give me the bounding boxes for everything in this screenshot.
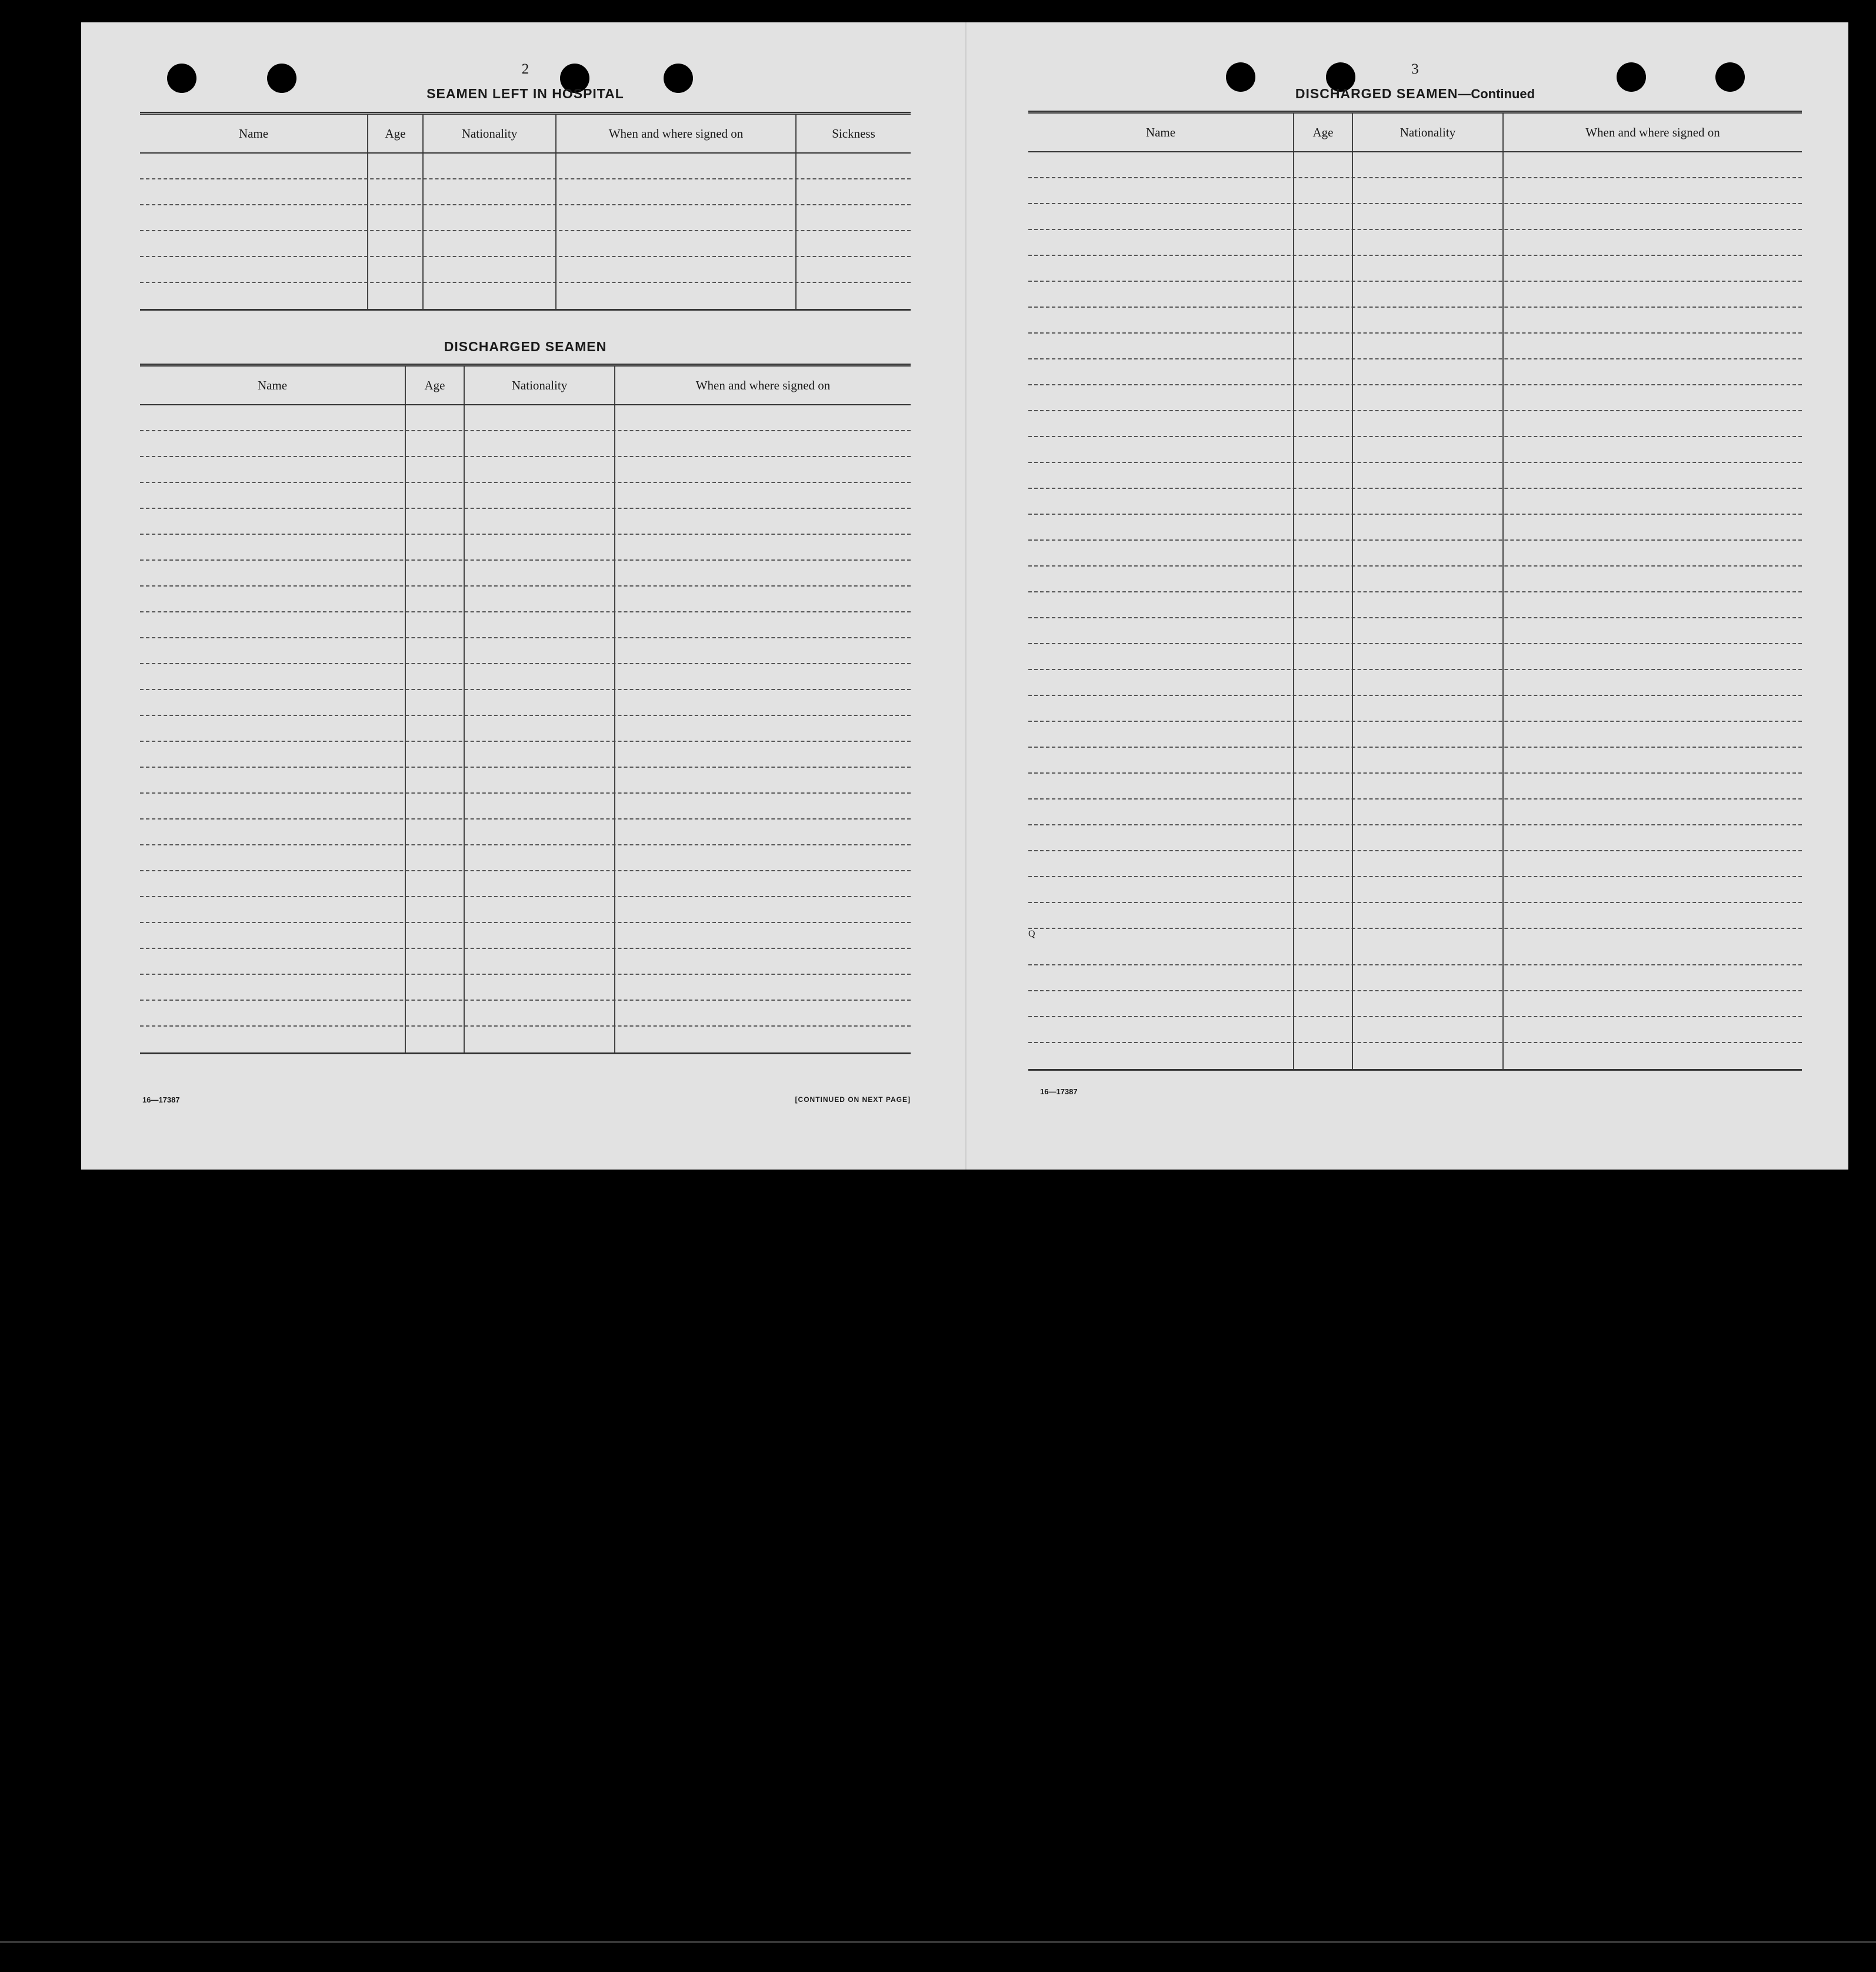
table-row[interactable]: [140, 716, 911, 742]
continued-note: [CONTINUED ON NEXT PAGE]: [795, 1095, 911, 1104]
table-row[interactable]: [140, 431, 911, 457]
table-row[interactable]: [140, 690, 911, 716]
discharged-continued-table: [1028, 111, 1802, 1071]
table-row[interactable]: [140, 845, 911, 871]
table-row[interactable]: [140, 509, 911, 535]
section-title-suffix: —Continued: [1458, 86, 1535, 101]
table-row[interactable]: [1028, 722, 1802, 748]
hospital-table-body: [140, 154, 911, 309]
table-row[interactable]: [1028, 204, 1802, 230]
scan-edge-line: [0, 1941, 1876, 1943]
section-title-text: DISCHARGED SEAMEN: [1295, 86, 1458, 101]
table-row[interactable]: [140, 794, 911, 820]
table-row[interactable]: [140, 231, 911, 257]
table-row[interactable]: [140, 638, 911, 664]
table-row[interactable]: [140, 205, 911, 231]
column-header-name: Name: [140, 367, 406, 404]
table-row[interactable]: [1028, 541, 1802, 567]
table-row[interactable]: [140, 871, 911, 897]
discharged-table-header: [140, 367, 911, 405]
table-row[interactable]: [1028, 991, 1802, 1017]
table-row[interactable]: [140, 664, 911, 690]
table-row[interactable]: [1028, 618, 1802, 644]
table-row[interactable]: [1028, 592, 1802, 618]
table-row[interactable]: [1028, 385, 1802, 411]
page-number: 3: [1411, 61, 1419, 77]
table-row[interactable]: [1028, 359, 1802, 385]
discharged-table-body: [140, 405, 911, 1052]
page-number: 2: [521, 61, 529, 77]
table-row[interactable]: [140, 897, 911, 923]
table-row[interactable]: [1028, 308, 1802, 334]
column-header-age: Age: [406, 367, 465, 404]
column-header-nationality: Nationality: [424, 115, 557, 152]
table-row[interactable]: [1028, 877, 1802, 903]
table-row[interactable]: [1028, 256, 1802, 282]
table-row[interactable]: [140, 949, 911, 975]
column-header-nationality: Nationality: [1353, 114, 1504, 151]
table-row[interactable]: [1028, 437, 1802, 463]
table-row[interactable]: [140, 283, 911, 309]
table-row[interactable]: [1028, 230, 1802, 256]
table-row[interactable]: [1028, 1017, 1802, 1043]
column-header-signed-on: When and where signed on: [1585, 125, 1720, 139]
column-header-age: Age: [368, 115, 424, 152]
table-row[interactable]: [1028, 334, 1802, 359]
table-row[interactable]: [140, 483, 911, 509]
table-row[interactable]: [1028, 515, 1802, 541]
discharged-table: [140, 364, 911, 1054]
table-row[interactable]: [140, 923, 911, 949]
form-number: 16—17387: [142, 1095, 180, 1104]
table-row[interactable]: [1028, 800, 1802, 825]
form-number: 16—17387: [1040, 1087, 1078, 1096]
table-row[interactable]: [1028, 940, 1802, 965]
hospital-section-title: SEAMEN LEFT IN HOSPITAL: [426, 86, 624, 101]
table-row[interactable]: [140, 742, 911, 768]
table-row[interactable]: [140, 154, 911, 179]
table-row[interactable]: [1028, 748, 1802, 774]
table-row[interactable]: [1028, 152, 1802, 178]
column-header-age: Age: [1294, 114, 1353, 151]
table-row[interactable]: [140, 612, 911, 638]
table-row[interactable]: [140, 820, 911, 845]
center-fold: [965, 22, 967, 1170]
table-row[interactable]: [1028, 965, 1802, 991]
table-row[interactable]: [140, 179, 911, 205]
column-header-signed-on: When and where signed on: [557, 115, 797, 152]
table-row[interactable]: [140, 257, 911, 283]
table-row[interactable]: [1028, 1043, 1802, 1069]
hospital-table-header: [140, 115, 911, 154]
discharged-section-title: DISCHARGED SEAMEN: [444, 339, 607, 354]
table-row[interactable]: [140, 975, 911, 1001]
table-row[interactable]: [1028, 670, 1802, 696]
table-row[interactable]: [1028, 644, 1802, 670]
table-row[interactable]: [1028, 489, 1802, 515]
table-row[interactable]: [1028, 774, 1802, 800]
table-row[interactable]: [1028, 178, 1802, 204]
table-row[interactable]: [1028, 851, 1802, 877]
table-row[interactable]: [140, 587, 911, 612]
table-row[interactable]: [140, 1001, 911, 1027]
column-header-nationality: Nationality: [465, 367, 615, 404]
column-header-sickness: Sickness: [832, 126, 875, 141]
discharged-continued-table-header: [1028, 114, 1802, 152]
column-header-name: Name: [140, 115, 368, 152]
table-row[interactable]: [1028, 567, 1802, 592]
table-row[interactable]: [140, 1027, 911, 1052]
table-row[interactable]: [140, 561, 911, 587]
column-header-name: Name: [1028, 114, 1294, 151]
table-row[interactable]: [140, 768, 911, 794]
table-row[interactable]: [1028, 463, 1802, 489]
table-row[interactable]: [1028, 696, 1802, 722]
table-row[interactable]: [140, 405, 911, 431]
hospital-table: [140, 112, 911, 311]
discharged-continued-table-body: Q: [1028, 152, 1802, 1069]
table-row[interactable]: [1028, 411, 1802, 437]
table-row[interactable]: [140, 457, 911, 483]
column-header-signed-on: When and where signed on: [695, 378, 831, 392]
table-row[interactable]: [1028, 282, 1802, 308]
table-row[interactable]: [140, 535, 911, 561]
discharged-continued-title: [1028, 86, 1802, 102]
table-row[interactable]: [1028, 825, 1802, 851]
table-row[interactable]: [1028, 903, 1802, 929]
form-sheet: [81, 22, 1848, 1170]
